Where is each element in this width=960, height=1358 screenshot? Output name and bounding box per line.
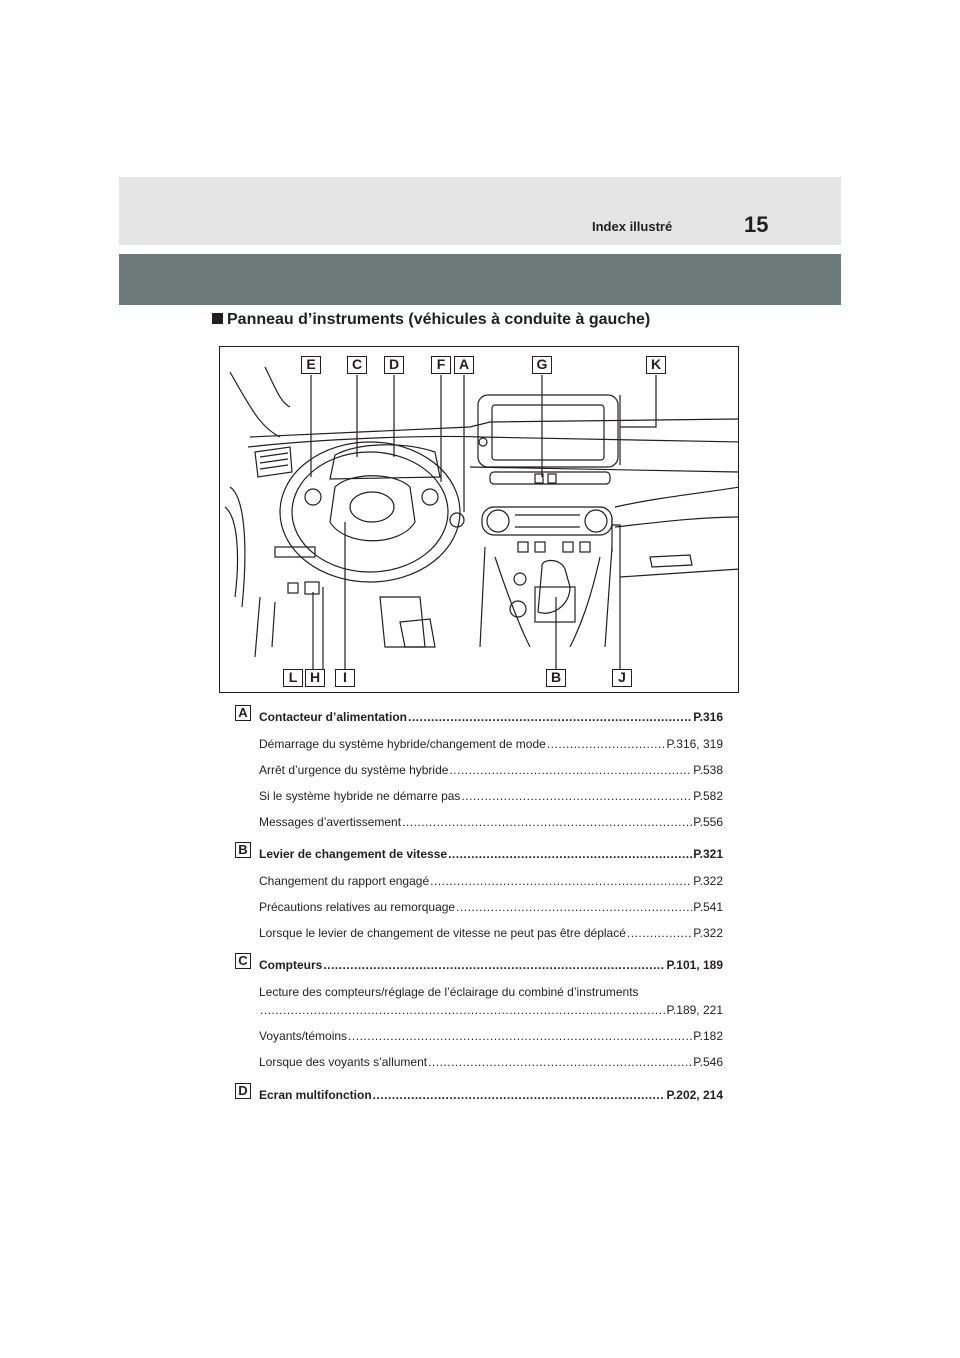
callout-g: G	[532, 356, 552, 374]
entry-label: Lorsque le levier de changement de vitesse ne peut pas être déplacé	[259, 926, 626, 940]
index-entry-sub[interactable]	[259, 763, 723, 777]
entry-label: Messages d’avertissement	[259, 815, 402, 829]
entry-page-ref: P.582	[693, 789, 723, 803]
entry-label: Démarrage du système hybride/changement de mode	[259, 737, 546, 751]
callout-i: I	[335, 669, 355, 687]
chapter-band	[119, 254, 841, 305]
entry-page-ref: P.189, 221	[666, 1003, 723, 1017]
entry-label: Voyants/témoins	[259, 1029, 348, 1043]
entry-page-ref: P.541	[693, 900, 723, 914]
section-title-text: Panneau d’instruments (véhicules à conduite à gauche)	[227, 311, 651, 328]
index-entry-sub[interactable]	[259, 789, 723, 803]
group-badge-d: D	[235, 1083, 251, 1099]
callout-b: B	[546, 669, 566, 687]
index-entry-sub[interactable]	[259, 1029, 723, 1043]
callout-d: D	[384, 356, 404, 374]
index-entry-sub[interactable]	[259, 815, 723, 829]
callout-c: C	[347, 356, 367, 374]
index-entry-sub[interactable]	[259, 900, 723, 914]
entry-page-ref: P.202, 214	[666, 1088, 723, 1102]
index-entry-sub[interactable]	[259, 1003, 723, 1017]
dashboard-drawing	[220, 347, 739, 693]
callout-h: H	[305, 669, 325, 687]
index-entry-main[interactable]	[259, 958, 723, 972]
group-badge-a: A	[235, 705, 251, 721]
entry-page-ref: P.182	[693, 1029, 723, 1043]
dashboard-illustration	[219, 346, 739, 693]
entry-label: Ecran multifonction	[259, 1088, 372, 1102]
group-badge-b: B	[235, 842, 251, 858]
callout-j: J	[612, 669, 632, 687]
entry-label: Si le système hybride ne démarre pas	[259, 789, 461, 803]
callout-k: K	[646, 356, 666, 374]
index-entry-main[interactable]	[259, 1088, 723, 1102]
entry-label: Précautions relatives au remorquage	[259, 900, 456, 914]
callout-e: E	[301, 356, 321, 374]
header-section-title: Index illustré	[592, 219, 673, 234]
page-number: 15	[744, 212, 769, 237]
entry-page-ref: P.546	[693, 1055, 723, 1069]
entry-page-ref: P.316, 319	[666, 737, 723, 751]
header-band	[119, 177, 841, 245]
entry-page-ref: P.101, 189	[666, 958, 723, 972]
entry-label: Compteurs	[259, 958, 323, 972]
entry-page-ref: P.316	[693, 710, 723, 724]
callout-l: L	[283, 669, 303, 687]
entry-label: Changement du rapport engagé	[259, 874, 430, 888]
index-entry-sub[interactable]	[259, 1055, 723, 1069]
entry-page-ref: P.322	[693, 874, 723, 888]
entry-label: Arrêt d’urgence du système hybride	[259, 763, 449, 777]
entry-label: Levier de changement de vitesse	[259, 847, 448, 861]
index-entry-sub[interactable]	[259, 737, 723, 751]
callout-a: A	[454, 356, 474, 374]
section-title	[212, 311, 650, 329]
entry-label: Contacteur d’alimentation	[259, 710, 408, 724]
entry-page-ref: P.322	[693, 926, 723, 940]
entry-label-line1: Lecture des compteurs/réglage de l’éclairage du combiné d’instruments	[259, 985, 639, 999]
entry-page-ref: P.321	[693, 847, 723, 861]
square-bullet-icon	[212, 313, 223, 324]
group-badge-c: C	[235, 953, 251, 969]
index-entry-sub[interactable]	[259, 926, 723, 940]
entry-page-ref: P.556	[693, 815, 723, 829]
entry-page-ref: P.538	[693, 763, 723, 777]
index-entry-main[interactable]	[259, 710, 723, 724]
entry-label: Lorsque des voyants s’allument	[259, 1055, 428, 1069]
index-entry-sub[interactable]	[259, 874, 723, 888]
callout-f: F	[431, 356, 451, 374]
index-entry-main[interactable]	[259, 847, 723, 861]
